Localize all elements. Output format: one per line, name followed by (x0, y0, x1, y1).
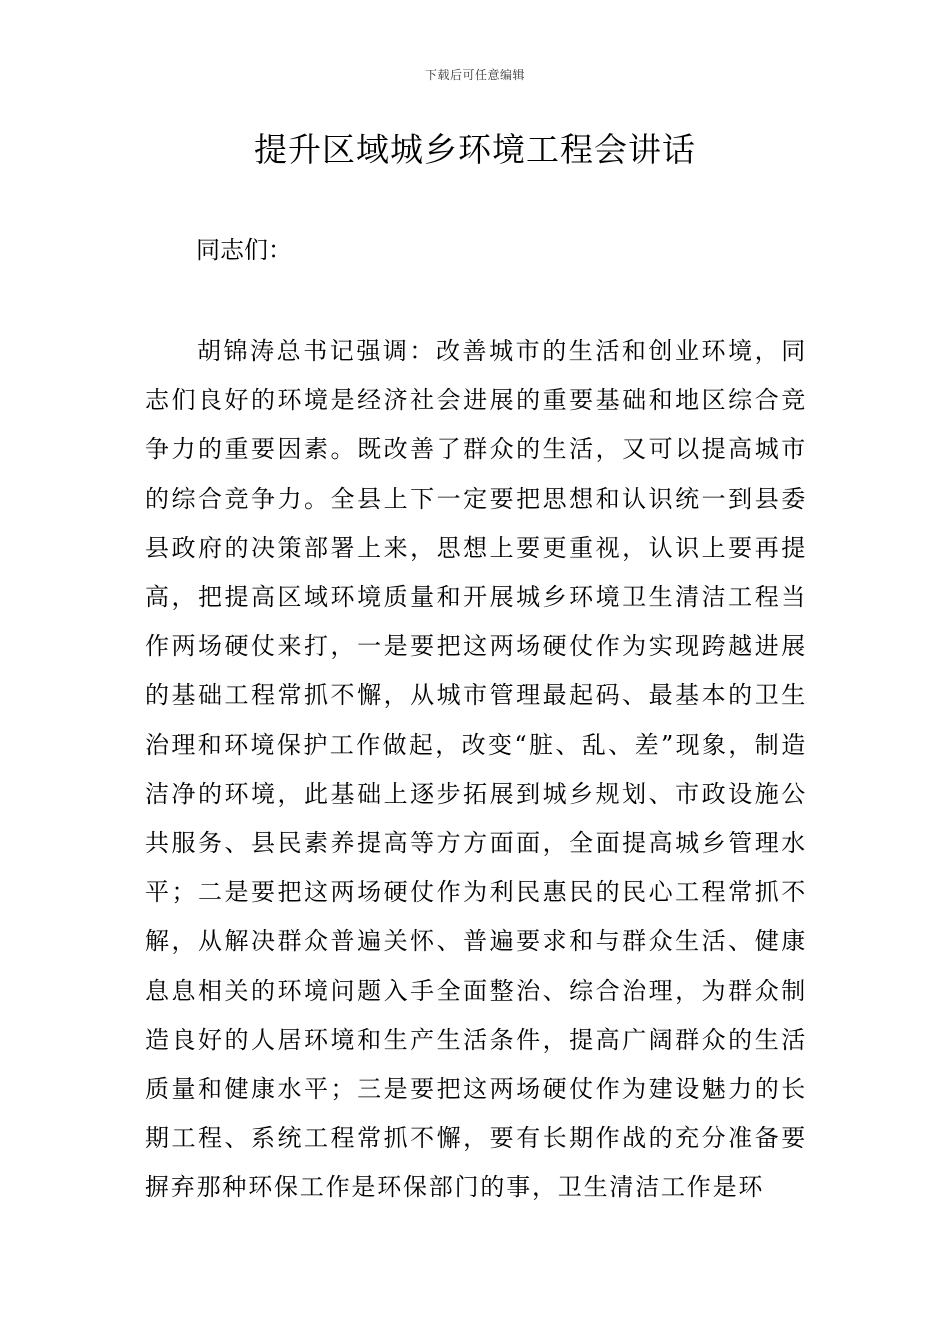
document-title: 提升区域城乡环境工程会讲话 (254, 130, 696, 169)
body-paragraph: 胡锦涛总书记强调：改善城市的生活和创业环境，同志们良好的环境是经济社会进展的重要基础和地区综合竞争力的重要因素。既改善了群众的生活，又可以提高城市的综合竞争力。全县上下一定要把思想和认识统一到县委县政府的决策部署上来，思想上要更重视，认识上要再提高，把提高区域环境质量和开展城乡环境卫生清洁工程当作两场硬仗来打，一是要把这两场硬仗作为实现跨越进展的基础工程常抓不懈，从城市管理最起码、最基本的卫生治理和环境保护工作做起，改变“脏、乱、差”现象，制造洁净的环境，此基础上逐步拓展到城乡规划、市政设施公共服务、县民素养提高等方方面面，全面提高城乡管理水平；二是要把这两场硬仗作为利民惠民的民心工程常抓不解，从解决群众普遍关怀、普遍要求和与群众生活、健康息息相关的环境问题入手全面整治、综合治理，为群众制造良好的人居环境和生产生活条件，提高广阔群众的生活质量和健康水平；三是要把这两场硬仗作为建设魅力的长期工程、系统工程常抓不懈，要有长期作战的充分准备要摒弃那种环保工作是环保部门的事，卫生清洁工作是环 (145, 337, 807, 1202)
header-note: 下载后可任意编辑 (424, 68, 525, 82)
salutation: 同志们： (196, 236, 292, 264)
